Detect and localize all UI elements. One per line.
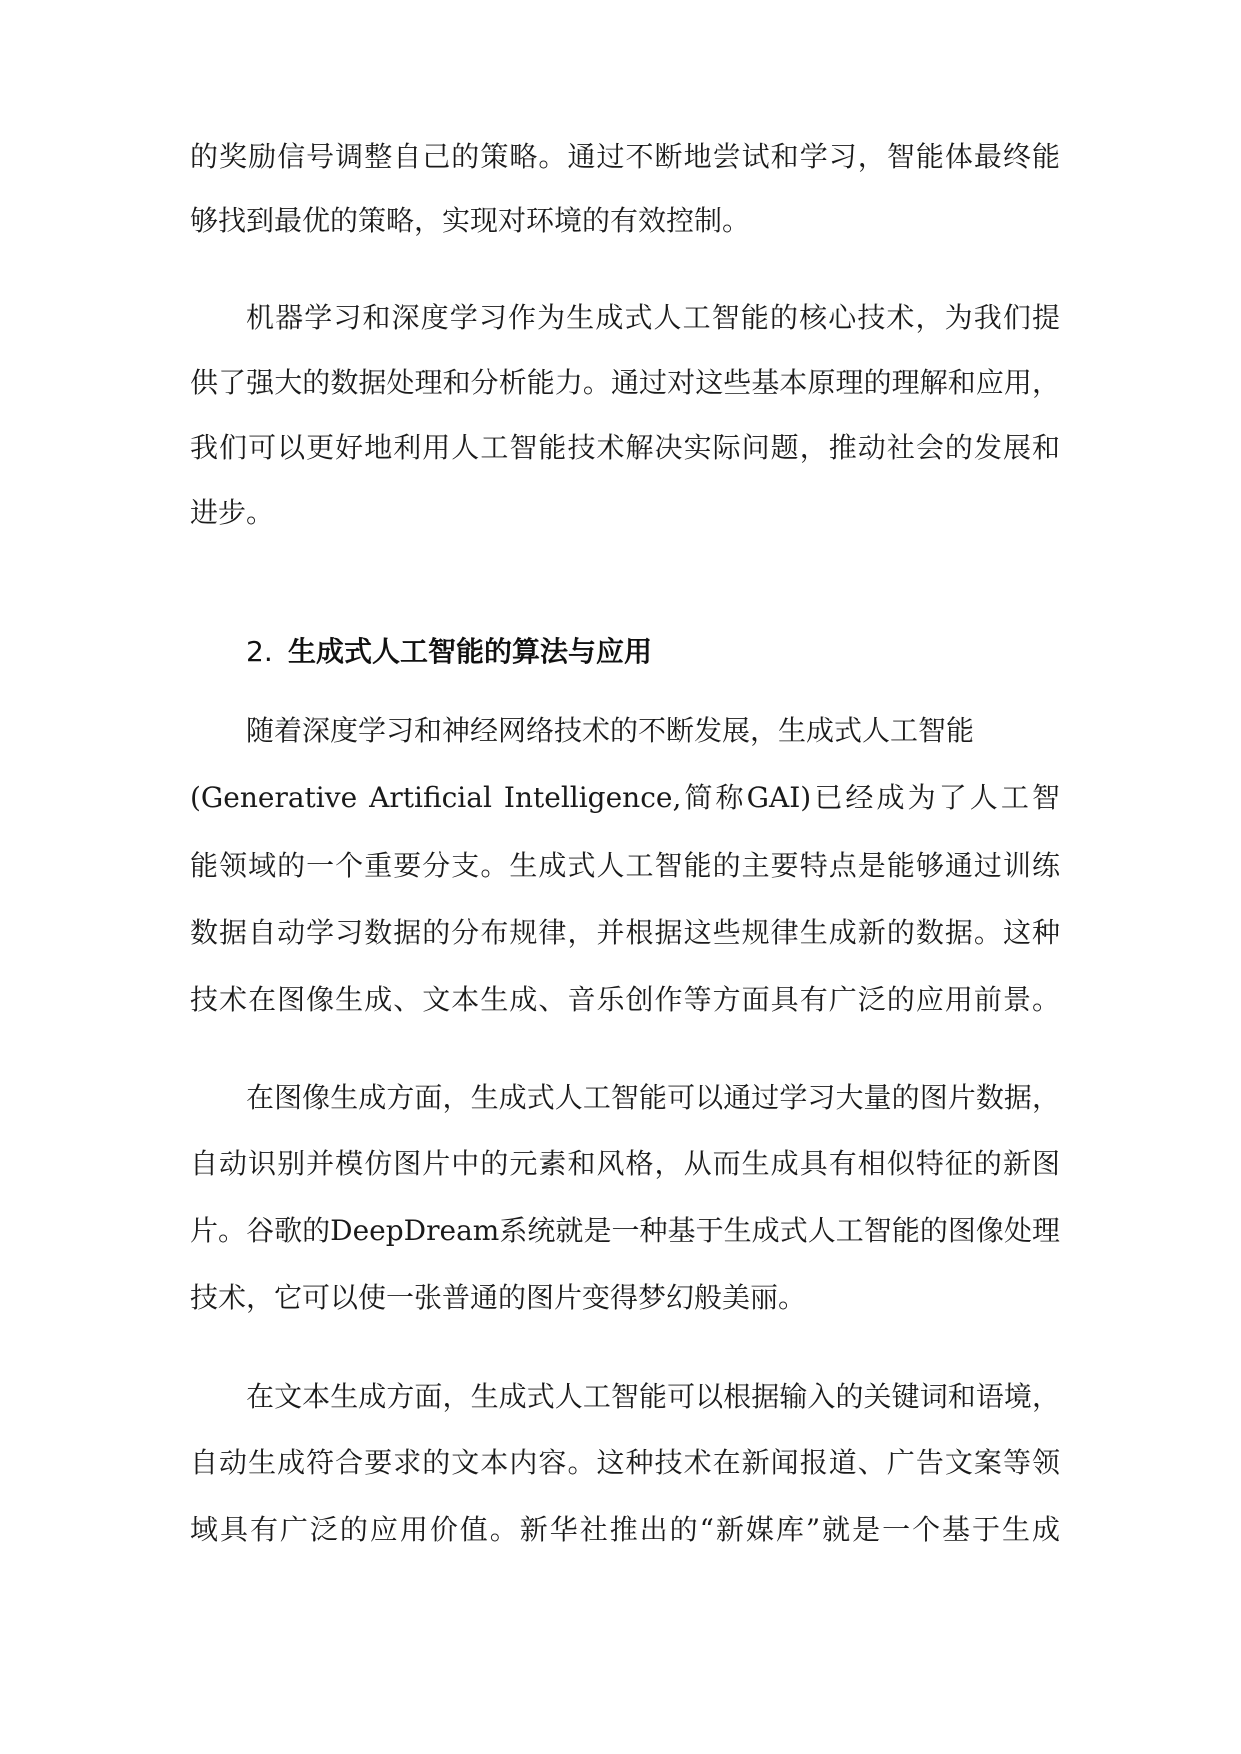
paragraph-line: 够找到最优的策略，实现对环境的有效控制。 bbox=[190, 204, 751, 237]
paragraph-line: 域具有广泛的应用价值。新华社推出的“新媒库”就是一个基于生成 bbox=[190, 1513, 1060, 1546]
paragraph-line: 技术，它可以使一张普通的图片变得梦幻般美丽。 bbox=[190, 1281, 807, 1314]
paragraph-line: 在文本生成方面，生成式人工智能可以根据输入的关键词和语境， bbox=[246, 1380, 1060, 1413]
paragraph-line: 供了强大的数据处理和分析能力。通过对这些基本原理的理解和应用， bbox=[190, 366, 1060, 399]
paragraph-line: 片。谷歌的DeepDream系统就是一种基于生成式人工智能的图像处理 bbox=[190, 1214, 1060, 1247]
paragraph-line: 技术在图像生成、文本生成、音乐创作等方面具有广泛的应用前景。 bbox=[190, 983, 1060, 1016]
paragraph-line: 随着深度学习和神经网络技术的不断发展，生成式人工智能 bbox=[246, 714, 975, 747]
section-number: 2. bbox=[246, 635, 273, 668]
paragraph-line: 自动识别并模仿图片中的元素和风格，从而生成具有相似特征的新图 bbox=[190, 1147, 1060, 1180]
paragraph-line: 能领域的一个重要分支。生成式人工智能的主要特点是能够通过训练 bbox=[190, 849, 1060, 882]
paragraph-line: 在图像生成方面，生成式人工智能可以通过学习大量的图片数据， bbox=[246, 1081, 1060, 1114]
paragraph-line: 我们可以更好地利用人工智能技术解决实际问题，推动社会的发展和 bbox=[190, 431, 1060, 464]
section-title: 生成式人工智能的算法与应用 bbox=[288, 635, 653, 668]
paragraph-line: (Generative Artificial Intelligence,简称GAI)已经成为了人工智 bbox=[190, 781, 1060, 814]
paragraph-line: 数据自动学习数据的分布规律，并根据这些规律生成新的数据。这种 bbox=[190, 916, 1060, 949]
paragraph-line: 机器学习和深度学习作为生成式人工智能的核心技术，为我们提 bbox=[246, 301, 1060, 334]
paragraph-line: 的奖励信号调整自己的策略。通过不断地尝试和学习，智能体最终能 bbox=[190, 140, 1060, 173]
section-heading bbox=[246, 632, 652, 672]
paragraph-line: 自动生成符合要求的文本内容。这种技术在新闻报道、广告文案等领 bbox=[190, 1446, 1060, 1479]
paragraph-line: 进步。 bbox=[190, 496, 275, 529]
